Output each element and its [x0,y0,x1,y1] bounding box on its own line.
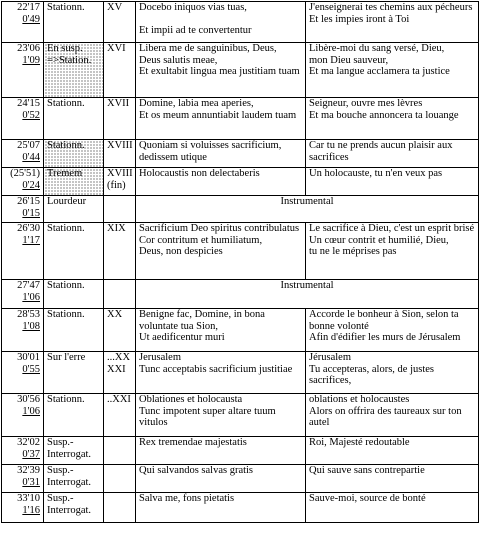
latin-line: Domine, labia mea aperies, [139,98,254,109]
mode-cell: Stationn. [44,223,104,280]
french-line: Seigneur, ouvre mes lèvres [309,98,423,109]
latin-text-cell [136,309,306,352]
duration: 1'17 [22,234,40,246]
french-text-cell [306,2,479,43]
french-line: Sauve-moi, source de bonté [309,493,426,504]
french-line: oblations et holocaustes [309,394,410,405]
latin-text-cell [136,394,306,437]
french-text-cell [306,309,479,352]
latin-text-cell [136,437,306,465]
table-row [2,280,479,309]
mode-cell: Susp.- Interrogat. [44,493,104,523]
french-line: Jérusalem [309,352,351,363]
latin-line: Et exultabit lingua mea justitiam tuam [139,66,300,77]
french-text-cell [306,43,479,98]
timestamp-cell [2,394,44,437]
timestamp-cell [2,196,44,223]
latin-text-cell [136,98,306,140]
verse-number-cell [104,465,136,493]
verse-number-cell: XIX [104,223,136,280]
duration: 0'37 [22,448,40,460]
latin-line: Tunc acceptabis sacrificium justitiae [139,363,293,375]
french-line: Et les impies iront à Toi [309,13,410,25]
latin-line: Oblationes et holocausta [139,394,243,405]
verse-number-cell: ..XXI [104,394,136,437]
timestamp-cell [2,437,44,465]
mode-cell: Stationn. [44,394,104,437]
french-text-cell [306,465,479,493]
latin-text-cell [136,465,306,493]
duration: 0'49 [22,13,40,25]
latin-line: Holocaustis non delectaberis [139,168,260,179]
table-row [2,309,479,352]
start-time: 32'02 [17,437,40,448]
instrumental-cell: Instrumental [136,196,479,223]
french-line: Roi, Majesté redoutable [309,437,410,448]
french-text-cell [306,352,479,394]
verse-number-cell: XX [104,309,136,352]
latin-line: Quoniam si voluisses sacrificium, dedissem utique [139,140,282,163]
french-text-cell [306,437,479,465]
latin-text-cell [136,168,306,196]
french-line: Tu accepteras, alors, de justes sacrifices, [309,363,434,386]
start-time: 30'01 [17,352,40,363]
french-text-cell [306,394,479,437]
french-line: Qui sauve sans contrepartie [309,465,425,476]
french-line: Afin d'édifier les murs de Jérusalem [309,332,461,343]
verse-number-cell: XV [104,2,136,43]
french-text-cell [306,493,479,523]
timestamp-cell [2,223,44,280]
timestamp-cell [2,98,44,140]
latin-text-cell [136,493,306,523]
latin-line: Benigne fac, Domine, in bona voluntate tua Sion, [139,309,265,332]
timestamp-cell [2,493,44,523]
start-time: 33'10 [17,493,40,504]
table-row [2,43,479,98]
latin-line: Cor contritum et humiliatum, [139,234,263,246]
french-text-cell [306,98,479,140]
latin-line: Deus, non despicies [139,246,223,257]
start-time: 26'15 [17,196,40,207]
mode-cell: Stationn. [44,309,104,352]
latin-line [139,14,302,26]
french-line: Le sacrifice à Dieu, c'est un esprit brisé [309,223,475,234]
french-line: Accorde le bonheur à Sion, selon ta bonne volonté [309,309,459,332]
instrumental-cell: Instrumental [136,280,479,309]
duration: 1'06 [22,291,40,303]
french-text-cell [306,168,479,196]
table-row [2,223,479,280]
verse-number-cell [104,280,136,309]
timestamp-cell [2,352,44,394]
french-line: mon Dieu sauveur, [309,54,389,66]
verse-number-cell: XVII [104,98,136,140]
french-line: Alors on offrira des taureaux sur ton autel [309,405,462,428]
french-line: Et ma langue acclamera ta justice [309,66,450,77]
verse-number-cell: XVIII [104,140,136,168]
french-line: Un holocauste, tu n'en veux pas [309,168,443,179]
mode-cell: En susp. =>Station. [44,43,104,98]
latin-line: Salva me, fons pietatis [139,493,235,504]
start-time: 27'47 [17,280,40,291]
timestamp-cell [2,465,44,493]
mode-cell: Stationn. [44,98,104,140]
french-line: Car tu ne prends aucun plaisir aux sacrifices [309,140,453,163]
table-row [2,98,479,140]
duration: 0'31 [22,476,40,488]
psalm-timing-table [1,1,479,523]
timestamp-cell [2,168,44,196]
duration: 0'44 [22,151,40,163]
verse-number-cell [104,437,136,465]
french-line: J'enseignerai tes chemins aux pécheurs [309,2,473,13]
table-row [2,2,479,43]
mode-cell: Stationn. [44,2,104,43]
start-time: 30'56 [17,394,40,405]
duration: 0'52 [22,109,40,121]
french-line: Libère-moi du sang versé, Dieu, [309,43,445,54]
latin-line: Libera me de sanguinibus, Deus, [139,43,277,54]
latin-line: Et os meum annuntiabit laudem tuam [139,109,297,121]
table-row [2,437,479,465]
table-row [2,168,479,196]
mode-cell: Stationn. [44,280,104,309]
verse-number-cell: XVIII (fin) [104,168,136,196]
mode-cell: Lourdeur [44,196,104,223]
start-time: 24'15 [17,98,40,109]
table-row [2,352,479,394]
latin-line: Tunc impotent super altare tuum vitulos [139,405,276,428]
duration: 1'09 [22,54,40,66]
latin-line: Docebo iniquos vias tuas, [139,2,247,13]
french-line: Et ma bouche annoncera ta louange [309,109,459,121]
french-text-cell [306,223,479,280]
table-row [2,465,479,493]
mode-cell: Stationn. [44,140,104,168]
french-text-cell [306,140,479,168]
start-time: 26'30 [17,223,40,234]
duration: 1'06 [22,405,40,417]
latin-line: Jerusalem [139,352,181,363]
latin-line: Et impii ad te convertentur [139,25,252,36]
timestamp-cell [2,280,44,309]
duration: 1'08 [22,320,40,332]
timestamp-cell [2,309,44,352]
start-time: 28'53 [17,309,40,320]
start-time: 23'06 [17,43,40,54]
mode-cell: Sur l'erre [44,352,104,394]
latin-text-cell [136,43,306,98]
duration: 1'16 [22,504,40,516]
duration: 0'24 [22,179,40,191]
table-row [2,140,479,168]
table-row [2,394,479,437]
latin-text-cell [136,140,306,168]
verse-number-cell [104,196,136,223]
verse-number-cell: XVI [104,43,136,98]
start-time: 25'07 [17,140,40,151]
start-time: 32'39 [17,465,40,476]
french-line: Un cœur contrit et humilié, Dieu, [309,234,449,246]
latin-line: Ut aedificentur muri [139,332,225,343]
table-row [2,196,479,223]
latin-line: Rex tremendae majestatis [139,437,247,448]
table-row [2,493,479,523]
duration: 0'55 [22,363,40,375]
timestamp-cell [2,140,44,168]
latin-line: Qui salvandos salvas gratis [139,465,254,476]
latin-text-cell [136,223,306,280]
start-time: (25'51) [10,168,40,179]
timestamp-cell [2,2,44,43]
french-line: tu ne le méprises pas [309,246,397,257]
latin-line: Deus salutis meae, [139,54,218,66]
verse-number-cell [104,493,136,523]
latin-line: Sacrificium Deo spiritus contribulatus [139,223,300,234]
mode-cell: Susp.- Interrogat. [44,437,104,465]
latin-text-cell [136,2,306,43]
timestamp-cell [2,43,44,98]
verse-number-cell: ...XX XXI [104,352,136,394]
table-body [2,2,479,523]
start-time: 22'17 [17,2,40,13]
mode-cell: Tremem [44,168,104,196]
latin-text-cell [136,352,306,394]
duration: 0'15 [22,207,40,219]
mode-cell: Susp.- Interrogat. [44,465,104,493]
